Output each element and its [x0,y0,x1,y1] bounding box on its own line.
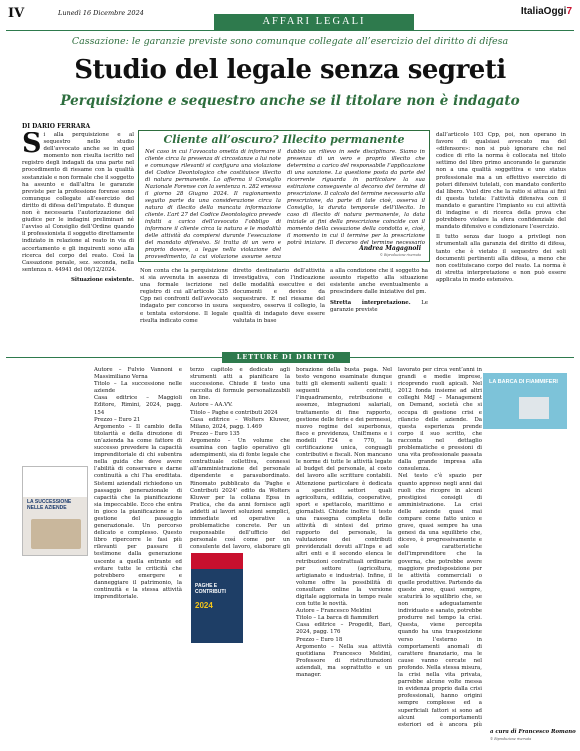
subsection-heading: Situazione esistente. [71,276,134,283]
review-column-4: lavorato per circa vent’anni in grandi e medie imprese, ricoprendo ruoli apicali. Nel 2012 fonda insieme ad altri colleghi MdJ – Management on Demand, società che si occupa di gestione crisi e rilancio delle aziende. Da questa esperienza prende corpo il suo scritto, che racconta nel dettaglio problematiche e pressioni di una vita professionale passata dalla grande impresa alla consulenza. Nel testo c’è spazio per quanto appreso negli anni dai ruoli che ricopre in alcuni prestigiosi consigli di amministrazione. La crisi delle aziende quasi mai compare come fatto unico e grave, quasi sempre ha una genesi da una squilibrio che, dicevo, è progressivamente e sole caratteristiche dell’imprenditore che la governa, che potrebbe avere maggiore predisposizione per le attività commerciali o quelle produttive. Partendo da queste aree, quasi sempre, scaturirà lo squilibrio che, se non adeguatamente individuato e sanato, potrebbe produrre nel tempo la crisi. Questa, viene percepita quando ha una trasposizione verso l’esterno in comportamenti anomali di carattere finanziario, ma le cause vanno cercate nel profondo. Nella stessa misura, la crisi nella vita privata, parrebbe alcune volte messa in evidenza proprio dalla crisi professionali, hanno origini sempre complesse ed a superficiali fattori si sono ad alcuni comportamenti esteriori ed è ancora più [398,367,482,728]
byline: DI DARIO FERRARA [22,123,91,130]
book-cover-successione [22,466,88,556]
review-column-2: terzo capitolo e dedicato agli strumenti atti a pianificare la successione. Chiude il testo una raccolta di formule personalizzabili on line. Autore – AA.VV. Titolo – Paghe e contributi 2024 Casa editrice – Wolters Kluwer, Milano, 2024, pagg. 1.469 Prezzo – Euro 135 Argomento – Un volume che esamina con taglio operativo gli adempimenti, sia di fonte legale che contrattuale collettiva, connessi all’amministrazione del personale dipendente e parasubordinato. Rinomato pubblicato da ‘Paghe e Contributi 2024’ edito da Wolters Kluwer per la collana Epsa in Pratica, che da anni fornisce agli addetti ai lavori soluzioni semplici, immediate ed operative a problematiche concrete. Per un responsabile dell’ufficio del personale così come per un consulente del lavoro, elaborare gli [190,367,290,549]
sidebar-box [138,130,430,262]
box-signature: Andrea Magagnoli [359,245,421,252]
subhead: Perquisizione e sequestro anche se il titolare non è indagato [60,93,520,109]
cover-year: 2024 [195,601,213,610]
review-column-4b [483,434,567,724]
kicker: Cassazione: le garanzie previste sono comunque collegate all’esercizio del diritto di difesa [71,36,509,47]
top-bar [0,0,580,28]
box-title: Cliente all’oscuro? Illecito permanente [163,133,405,146]
top-rule [6,30,574,31]
review-signature: a cura di Francesco Romano [490,729,576,735]
review-copyright: © Riproduzione riservata [490,737,532,741]
dropcap: S [22,132,42,159]
cover-title: PAGHE E CONTRIBUTI [195,583,226,595]
article-column-5: dall’articolo 103 Cpp, poi, non operano in favore di qualsiasi avvocato ma del «difensore»: non si può ignorare che nel codice di rito la norma è collocata nel titolo settimo del libro primo ancorando le garanzie non a una qualità soggettiva e uno status professionale ma a un effettivo esercizio di poteri difensivi tutelati, con mandato conferito dal libero. Vuol dire che la ratio si attua ai fini di questa tutela: l’attività difensiva con il mandato e garantire l’impianto su cui attività di indagine e di ricerca della prova che potrebbero violare la sfera confidenziale del mandato difensivo e condizionare l’esercizio. Il tutto senza dar luogo a privilegi non strumentali alla garanzia del diritto di difesa, tanto che è vietato il sequestro dei soli documenti pertinenti alla difesa, a meno che non costituiscano corpo del reato. La norma è di stretta interpretazione e non può essere applicata in modo estensivo. [436,132,566,283]
book-cover-barca [483,373,567,429]
page-number: IV [8,6,25,21]
box-copyright: © Riproduzione riservata [379,253,421,257]
letture-banner: LETTURE DI DIRITTO [222,352,350,363]
review-column-1: Autore – Fulvio Vannoni e Massimiliano Verna Titolo – La successione nelle aziende Casa editrice – Maggioli Editore, Rimini, 2024, pagg. 154 Prezzo – Euro 21 Argomento – Il cambio della titolarità e della direzione di un’azienda ha come fattore di successo prevedere la capacità imprenditoriale di chi subentra nella guida che deve avere l’abilità di conservare e darne continuità a chi l’ha ereditata. Sistemi aziendali richiedono un passaggio generazionale di capacità che la pianificazione sia impeccabile. Ecco che entra in gioco la pianificazione e la gestione del passaggio generazionale. Un percorso delicato e complesso. Questo libro ripercorre le fasi più rilevanti per passare il testimone dalla generazione uscente a quella entrante ed evitare tutte le criticità che potrebbero emergere e danneggiare il patrimonio, la continuità e la stessa attività imprenditoriale. [94,367,182,600]
cover-title: LA BARCA DI FIAMMIFERI [489,379,558,385]
box-text-right: dubbio un rilievo in sede disciplinare. Siamo in presenza di un vero e proprio illecito che determina a carico del responsabile l’applicazione di una sanzione. La questione posta da parte del ricorrente riguarda in particolare la sua estinzione conseguente al decorso del termine di prescrizione. Il calcolo del termine necessario alla prescrizione, da parte di tale cioè, osserva il Consiglio, la durata temporale dell’illecito. In caso di illecito di natura permanente, la data iniziale ai fini della prescrizione coincide con il momento della cessazione della condotta e, cioè, il momento in cui il termine per la prescrizione potrà iniziare. Il decorso del termine necessario [287,149,425,245]
headline: Studio del legale senza segreti [74,55,506,85]
section-title: AFFARI LEGALI [214,14,414,30]
article-column-4: a alla condizione che il soggetto ha assunto rispetto alla situazione esistente anche eventualmente a prescindere dalle iniziative del pm. Stretta interpretazione. Le garanzie previste [330,268,428,314]
cover-title: LA SUCCESSIONE NELLE AZIENDE [27,499,72,511]
issue-date: Lunedì 16 Dicembre 2024 [58,9,144,17]
subsection-heading: Stretta interpretazione. [330,300,411,307]
book-cover-paghe [191,553,243,643]
newspaper-logo: ItaliaOggi7 [520,6,572,17]
box-text-left: Nel caso in cui l’avvocato ometta di informare il cliente circa la presenza di circostanze a lui note e comunque rilevanti si configura una violazione del Codice Deontologico che costituisce illecito di natura permanente. Lo afferma il Consiglio Nazionale Forense con la sentenza n. 282 emessa il giorno 28 Giugno 2024. Il ragionamento seguito parte da una considerazione circa la natura di illecito della mancata informazione cliente. L’art 27 del Codice Deontologico prevede infatti a carico dell’avvocato l’obbligo di informare il cliente circa la natura e le modalità delle attività da compiersi durante l’esecuzione del mandato difensivo. Si tratta di un vero e proprio dovere, a legge nella violazione del provvedimento, la cui violazione assume senza [145,149,281,259]
review-column-3: borazione della busta paga. Nel testo vengono esaminate dunque tutti gli elementi salienti quali: i seguenti contratti, l’inquadramento, retribuzione e assenze, integrazioni salariali, trattamento di fine rapporto, gestione delle ferie e dei permessi, nuovo regime del superbonus, fisco e previdenza, UniEmens e i modelli F24 e 770, la certificazione unica, conguagli contributivi e fiscali. Non mancano le norme di tutte le attività legate al budget del personale, al costo del lavoro alle scritture contabili. Attenzione particolare è dedicata a specifici settori quali agricoltura, edilizia, cooperative, sport e spettacolo, marittimo e giornalisti. Chiude inoltre il testo una rassegna completa delle attività di sintesi del primo rapporto del personale, la valutazione dei contributi previdenziali dovuti all’Inps e ad altri enti e il secondo elenca le retribuzioni contrattuali ordinarie per settore (agricoltura, artigianato e industria). Infine, il volume offre la possibilità di consultare online la versione digitale aggiornata in tempo reale con tutte le novità. Autore – Francesco Meldini Titolo – La barca di fiammiferi Casa editrice – Progedit, Bari, 2024, pagg. 176 Prezzo – Euro 18 Argomento – Nella sua attività quotidiana Francesco Meldini, Professore di ristrutturazioni aziendali, ma soprattutto e un manager. [296,367,392,679]
article-column-2: Non conta che la perquisizione si sia avvenuta in assenza di una formale iscrizione nel registro di cui all’articolo 335 Cpp nei confronti dell’avvocato indagato per concorso in usura e tentata estorsione. Il legale risulta indicato come [140,268,228,324]
article-column-3: diretto destinatario dell’attività investigativa, con l’indicazione delle modalità esecutive e dei documenti e device da sequestrare. E nel riesame del sequestro, osserva il collegio, la qualità di indagato deve essere valutata in base [233,268,325,324]
article-column-1: Si alla perquisizione e al sequestro nello studio dell’avvocato anche se in quel momento non risulta iscritto nel registro degli indagati da una parte nel procedimento di riesame con la qualità sostanziale e non formale che il soggetto ha assunto e dall’altra le garanzie previste per la professione forense sono comunque collegate all’esercizio del diritto di difesa dell’imputato. È dunque non è necessaria l’autorizzazione del giudice per le indagini preliminari né l’avviso al Consiglio dell’Ordine quando il professionista il soggetto direttamente indiziato in relazione al reato in via di accertamento e gli inquirenti sono alla ricerca del corpo del reato. Così la Cassazione penale, sez. seconda, nella sentenza n. 44941 del 06/12/2024. Situazione esistente. [22,132,134,283]
